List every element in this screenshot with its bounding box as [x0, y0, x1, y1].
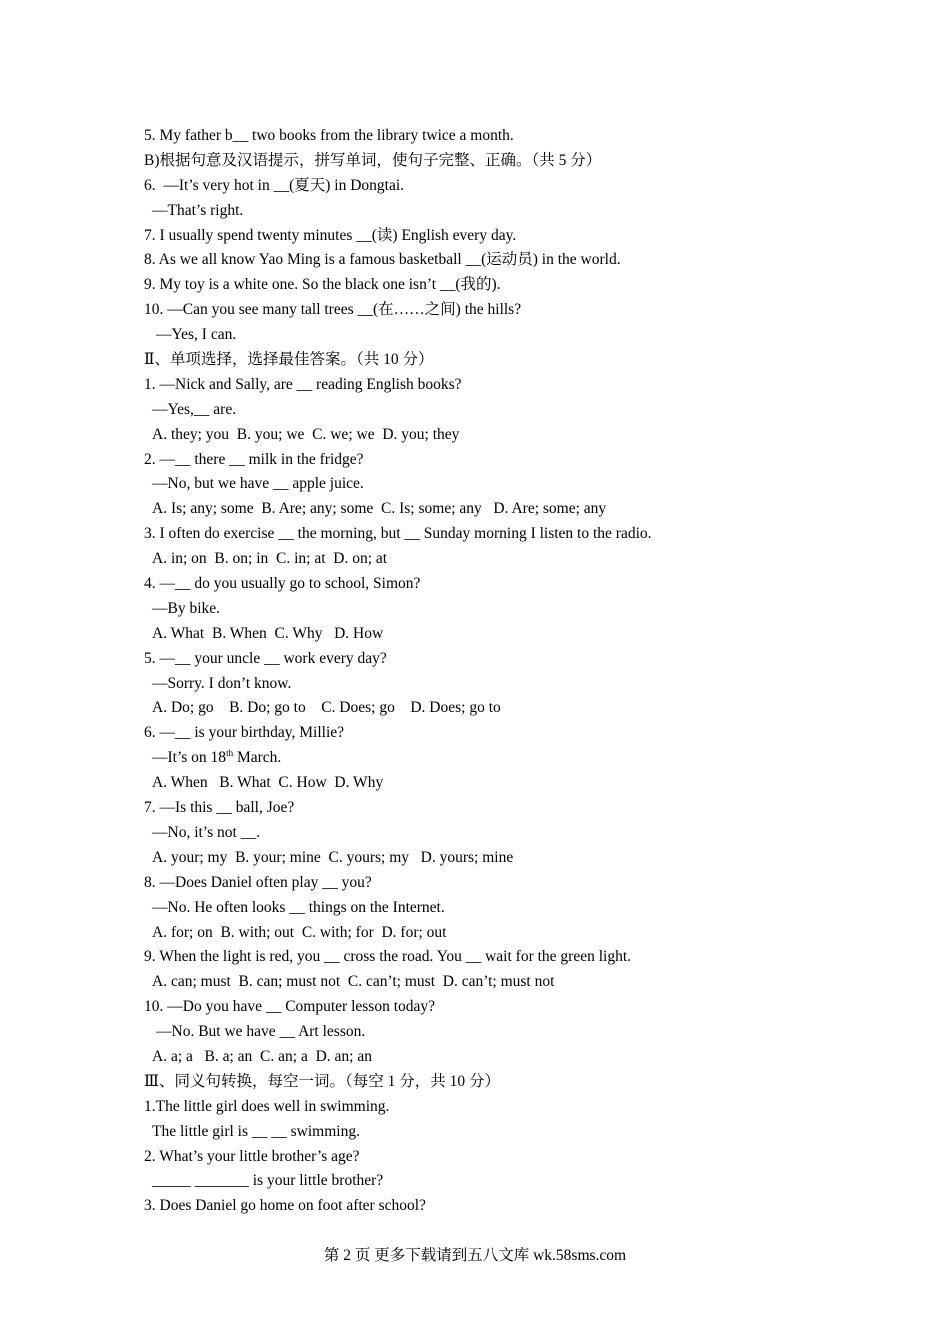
question-line: 4. —__ do you usually go to school, Simon? [144, 575, 421, 593]
section-3-heading: Ⅲ、同义句转换，每空一词。（每空 1 分，共 10 分） [144, 1072, 500, 1090]
options-line: A. a; a B. a; an C. an; a D. an; an [152, 1047, 372, 1065]
options-line: A. Do; go B. Do; go to C. Does; go D. Does; go to [152, 699, 501, 717]
question-line: 2. —__ there __ milk in the fridge? [144, 450, 364, 468]
question-line: 1.The little girl does well in swimming. [144, 1097, 390, 1115]
exam-content [144, 124, 844, 1219]
answer-line: _____ _______ is your little brother? [152, 1172, 384, 1190]
question-line: 2. What’s your little brother’s age? [144, 1147, 360, 1165]
question-line: 10. —Can you see many tall trees __(在……之间) the hills? [144, 301, 522, 319]
question-line: 6. —It’s very hot in __(夏天) in Dongtai. [144, 176, 405, 194]
options-line: A. What B. When C. Why D. How [152, 624, 384, 642]
answer-line: The little girl is __ __ swimming. [152, 1122, 360, 1140]
options-line: A. When B. What C. How D. Why [152, 774, 384, 792]
question-line: 3. Does Daniel go home on foot after school? [144, 1197, 426, 1215]
options-line: A. for; on B. with; out C. with; for D. for; out [152, 923, 447, 941]
answer-line: —That’s right. [152, 201, 244, 219]
ordinal-suffix: th [226, 748, 234, 759]
section-b-instructions: B)根据句意及汉语提示，拼写单词，使句子完整、正确。（共 5 分） [144, 151, 602, 169]
question-line: 5. My father b__ two books from the library twice a month. [144, 127, 514, 144]
section-2-heading: Ⅱ、单项选择，选择最佳答案。（共 10 分） [144, 351, 434, 369]
options-line: A. your; my B. your; mine C. yours; my D. yours; mine [152, 848, 514, 866]
answer-line: —Yes, I can. [156, 326, 237, 344]
question-line: 3. I often do exercise __ the morning, but __ Sunday morning I listen to the radio. [144, 525, 652, 543]
answer-line: —No, but we have __ apple juice. [152, 475, 364, 493]
answer-line [144, 746, 844, 771]
options-line: A. Is; any; some B. Are; any; some C. Is; some; any D. Are; some; any [152, 500, 607, 518]
question-line: 8. As we all know Yao Ming is a famous basketball __(运动员) in the world. [144, 251, 621, 269]
answer-line: —Yes,__ are. [152, 400, 237, 418]
options-line: A. can; must B. can; must not C. can’t; must D. can’t; must not [152, 973, 555, 991]
question-line: 5. —__ your uncle __ work every day? [144, 649, 387, 667]
answer-text: —It’s on 18 [152, 749, 227, 767]
question-line: 10. —Do you have __ Computer lesson today? [144, 998, 436, 1016]
question-line: 1. —Nick and Sally, are __ reading English books? [144, 375, 462, 393]
answer-line: —By bike. [152, 599, 221, 617]
options-line: A. they; you B. you; we C. we; we D. you; they [152, 425, 460, 443]
question-line: 8. —Does Daniel often play __ you? [144, 873, 372, 891]
page-footer: 第 2 页 更多下载请到五八文库 wk.58sms.com [323, 1247, 627, 1264]
answer-line: —No. He often looks __ things on the Internet. [152, 898, 445, 916]
question-line: 7. —Is this __ ball, Joe? [144, 799, 295, 817]
question-line: 9. My toy is a white one. So the black one isn’t __(我的). [144, 276, 501, 294]
answer-line: —Sorry. I don’t know. [152, 674, 292, 692]
answer-line: —No. But we have __ Art lesson. [156, 1023, 366, 1041]
answer-line: —No, it’s not __. [152, 823, 261, 841]
question-line: 9. When the light is red, you __ cross the road. You __ wait for the green light. [144, 948, 632, 966]
options-line: A. in; on B. on; in C. in; at D. on; at [152, 550, 388, 568]
question-line: 6. —__ is your birthday, Millie? [144, 724, 345, 742]
question-line: 7. I usually spend twenty minutes __(读) English every day. [144, 226, 517, 244]
answer-text-end: March. [233, 749, 282, 767]
